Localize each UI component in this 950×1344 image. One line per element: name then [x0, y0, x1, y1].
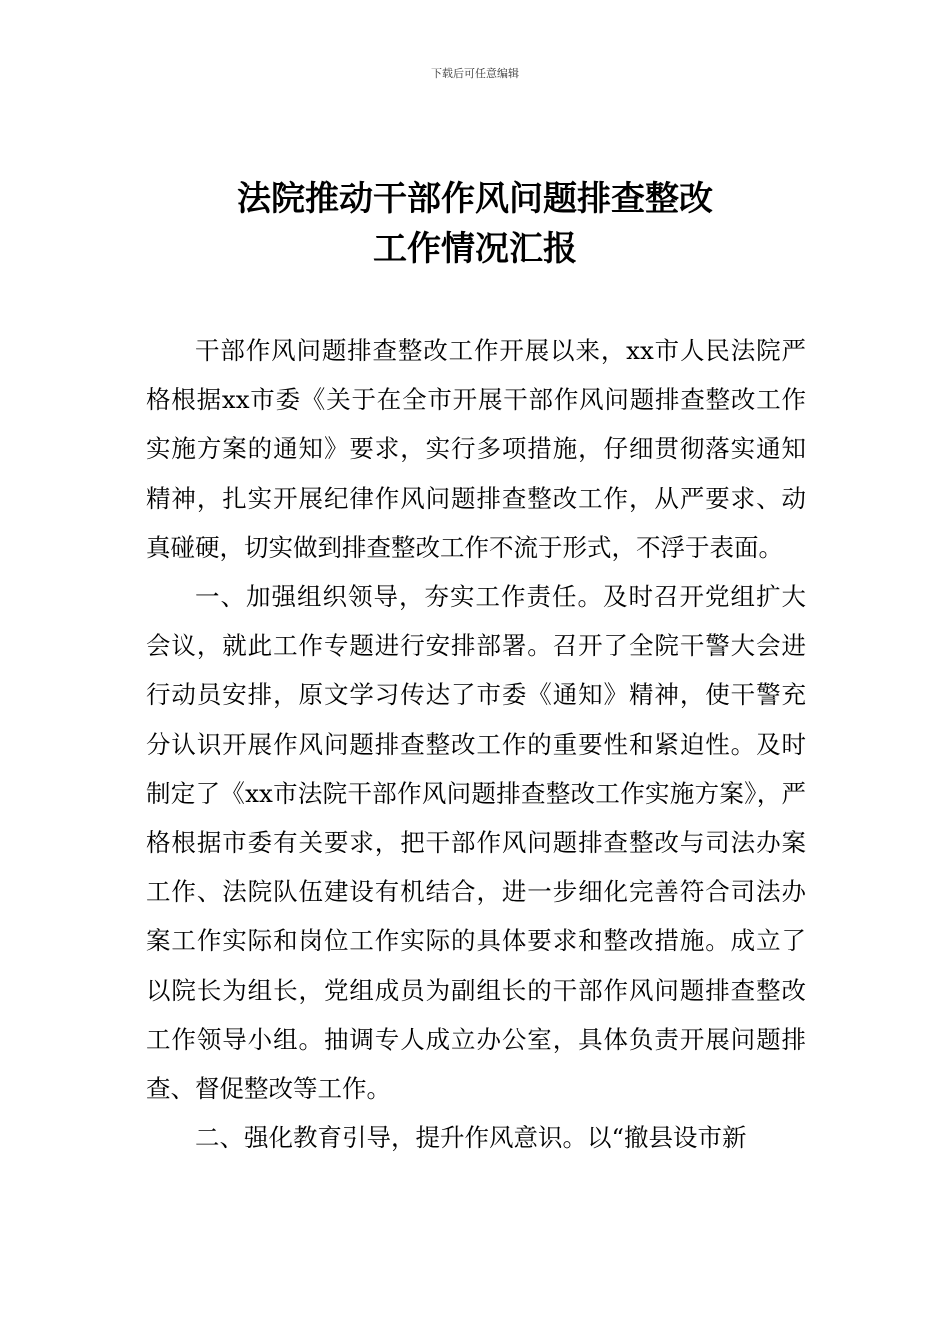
document-body	[146, 326, 806, 1162]
document-title	[0, 174, 950, 274]
paragraph-intro: 干部作风问题排查整改工作开展以来，xx市人民法院严格根据xx市委《关于在全市开展干部作风问题排查整改工作实施方案的通知》要求，实行多项措施，仔细贯彻落实通知精神，扎实开展纪律作风问题排查整改工作，从严要求、动真碰硬，切实做到排查整改工作不流于形式，不浮于表面。	[146, 336, 806, 562]
header-note: 下载后可任意编辑	[431, 67, 519, 80]
paragraph-section-1: 一、加强组织领导，夯实工作责任。及时召开党组扩大会议，就此工作专题进行安排部署。召开了全院干警大会进行动员安排，原文学习传达了市委《通知》精神，使干警充分认识开展作风问题排查整改工作的重要性和紧迫性。及时制定了《xx市法院干部作风问题排查整改工作实施方案》，严格根据市委有关要求，把干部作风问题排查整改与司法办案工作、法院队伍建设有机结合，进一步细化完善符合司法办案工作实际和岗位工作实际的具体要求和整改措施。成立了以院长为组长，党组成员为副组长的干部作风问题排查整改工作领导小组。抽调专人成立办公室，具体负责开展问题排查、督促整改等工作。	[146, 582, 806, 1104]
title-line-2: 工作情况汇报	[373, 229, 577, 269]
paragraph-section-2: 二、强化教育引导，提升作风意识。以“撤县设市新	[195, 1123, 747, 1153]
title-line-1: 法院推动干部作风问题排查整改	[237, 179, 713, 219]
